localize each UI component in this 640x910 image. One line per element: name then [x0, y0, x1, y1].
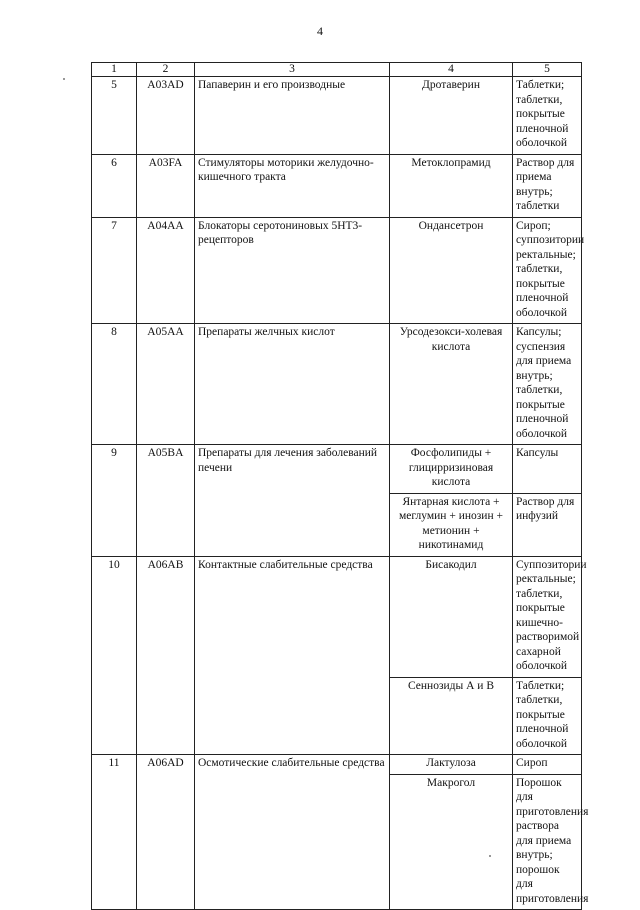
group-name-cell: Препараты для лечения заболеваний печени	[195, 445, 390, 557]
dosage-form-cell: Сироп	[513, 755, 582, 775]
atc-code-cell: A05AA	[137, 324, 195, 445]
dosage-form-cell: Капсулы; суспензия для приема внутрь; таблетки, покрытые пленочной оболочкой	[513, 324, 582, 445]
drug-table	[91, 62, 589, 910]
group-name-cell: Контактные слабительные средства	[195, 556, 390, 755]
drug-name-cell: Ондансетрон	[390, 217, 513, 324]
drug-name-cell: Дротаверин	[390, 77, 513, 155]
group-name-cell: Осмотические слабительные средства	[195, 755, 390, 910]
atc-code-cell: A05BA	[137, 445, 195, 557]
group-name-cell: Блокаторы серотониновых 5НТ3-рецепторов	[195, 217, 390, 324]
row-number-cell: 11	[92, 755, 137, 910]
table-row	[92, 217, 582, 324]
row-number-cell: 10	[92, 556, 137, 755]
group-name-cell: Препараты желчных кислот	[195, 324, 390, 445]
group-name-cell: Стимуляторы моторики желудочно-кишечного тракта	[195, 154, 390, 217]
dosage-form-cell: Раствор для инфузий	[513, 493, 582, 556]
atc-code-cell: A06AB	[137, 556, 195, 755]
dosage-form-cell: Таблетки; таблетки, покрытые пленочной оболочкой	[513, 677, 582, 755]
header-col-3: 3	[195, 63, 390, 77]
atc-code-cell: A04AA	[137, 217, 195, 324]
group-name-cell: Папаверин и его производные	[195, 77, 390, 155]
drug-name-cell: Фосфолипиды + глицирризиновая кислота	[390, 445, 513, 494]
row-number-cell: 6	[92, 154, 137, 217]
table-body	[92, 63, 589, 910]
table-row	[92, 556, 582, 677]
dosage-form-cell: Порошок для приготовления раствора для приема внутрь; порошок для приготовления	[513, 774, 582, 910]
drug-name-cell: Макрогол	[390, 774, 513, 910]
row-number-cell: 5	[92, 77, 137, 155]
row-number-cell: 7	[92, 217, 137, 324]
row-number-cell: 8	[92, 324, 137, 445]
dosage-form-cell: Сироп; суппозитории ректальные; таблетки, покрытые пленочной оболочкой	[513, 217, 582, 324]
table-row	[92, 324, 582, 445]
table-row	[92, 445, 582, 494]
header-col-1: 1	[92, 63, 137, 77]
dosage-form-cell: Таблетки; таблетки, покрытые пленочной оболочкой	[513, 77, 582, 155]
atc-code-cell: A03FA	[137, 154, 195, 217]
atc-code-cell: A06AD	[137, 755, 195, 910]
header-col-4: 4	[390, 63, 513, 77]
drug-name-cell: Сеннозиды А и В	[390, 677, 513, 755]
drug-name-cell: Бисакодил	[390, 556, 513, 677]
drug-name-cell: Урсодезокси-холевая кислота	[390, 324, 513, 445]
header-col-5: 5	[513, 63, 582, 77]
dosage-form-cell: Капсулы	[513, 445, 582, 494]
dosage-form-cell: Раствор для приема внутрь; таблетки	[513, 154, 582, 217]
scan-speck	[489, 855, 491, 857]
drug-name-cell: Янтарная кислота + меглумин + инозин + метионин + никотинамид	[390, 493, 513, 556]
drug-name-cell: Лактулоза	[390, 755, 513, 775]
table-row	[92, 77, 582, 155]
table-header-row	[92, 63, 582, 77]
row-number-cell: 9	[92, 445, 137, 557]
table-row	[92, 154, 582, 217]
page-number: 4	[317, 24, 323, 38]
drug-name-cell: Метоклопрамид	[390, 154, 513, 217]
scan-speck	[63, 78, 65, 80]
atc-code-cell: A03AD	[137, 77, 195, 155]
dosage-form-cell: Суппозитории ректальные; таблетки, покрытые кишечно-растворимой сахарной оболочкой	[513, 556, 582, 677]
table-row	[92, 755, 582, 775]
header-col-2: 2	[137, 63, 195, 77]
